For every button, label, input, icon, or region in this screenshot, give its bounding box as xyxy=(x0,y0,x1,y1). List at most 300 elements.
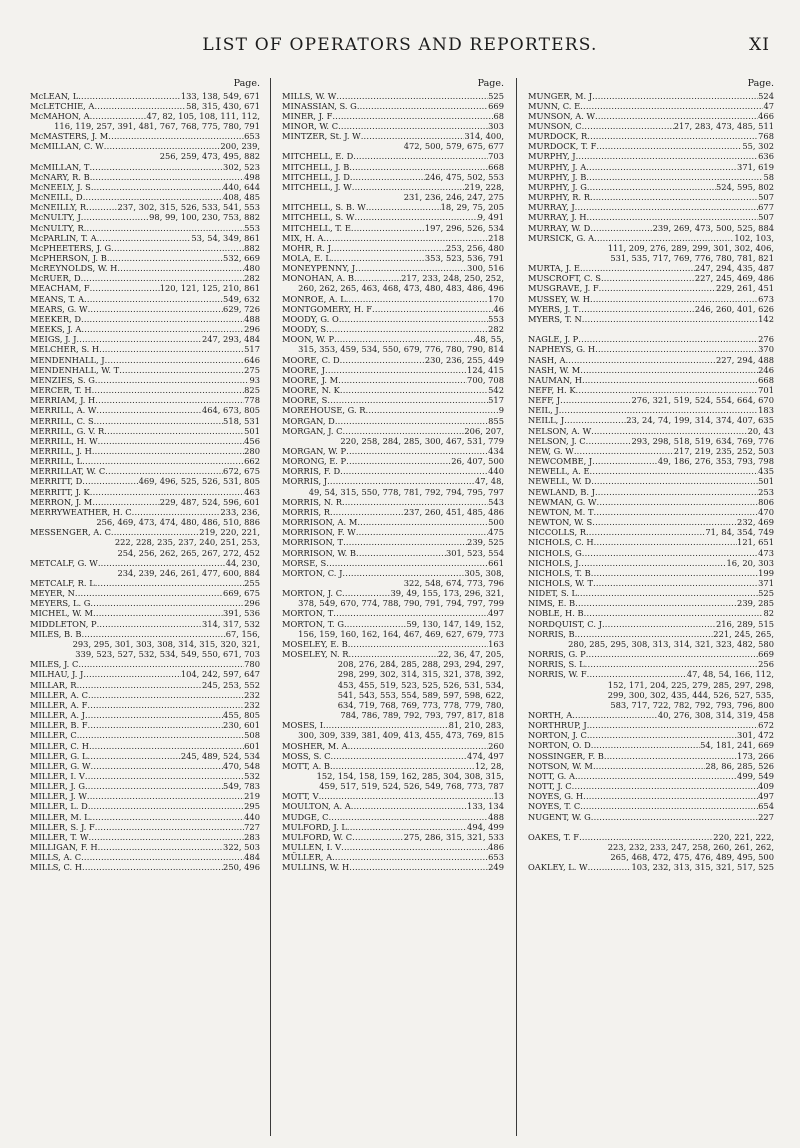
entry-name: MERRILL, A. W xyxy=(30,405,97,416)
index-entry-line xyxy=(282,852,504,862)
index-entry-line xyxy=(30,253,260,263)
entry-pages: 463 xyxy=(244,486,260,497)
entry-pages-continued: 541, 543, 553, 554, 589, 597, 598, 622, xyxy=(337,689,504,700)
dot-leader xyxy=(98,436,245,446)
index-entry xyxy=(528,436,774,446)
dot-leader xyxy=(91,761,224,771)
column-heading: Page. xyxy=(233,78,260,89)
entry-pages: 532 xyxy=(244,770,260,781)
index-entry xyxy=(30,558,260,578)
entry-name: MEYERS, L. G xyxy=(30,598,91,609)
entry-name: MILLER, S. J. F xyxy=(30,821,95,832)
entry-pages: 275, 286, 315, 321, 533 xyxy=(403,831,504,842)
dot-leader xyxy=(594,233,734,243)
entry-pages: 508 xyxy=(244,730,260,741)
dot-leader xyxy=(594,507,759,517)
dot-leader xyxy=(580,365,758,375)
entry-pages: 16, 20, 303 xyxy=(726,557,774,568)
entry-name: McPARLIN, T. A xyxy=(30,232,97,243)
entry-pages-continued: 222, 228, 235, 237, 240, 251, 253, xyxy=(114,537,260,548)
entry-pages: 488 xyxy=(488,811,504,822)
index-entry xyxy=(528,578,774,588)
index-entry-line xyxy=(30,487,260,497)
entry-name: MENDENHALL, J xyxy=(30,354,105,365)
index-entry-line xyxy=(30,720,260,730)
dot-leader xyxy=(576,385,759,395)
index-entry xyxy=(30,608,260,618)
dot-leader xyxy=(85,710,223,720)
index-entry xyxy=(282,527,504,537)
index-entry xyxy=(282,324,504,334)
index-entry-line xyxy=(30,862,260,872)
index-entry-line xyxy=(282,212,504,222)
entry-name: MERRON, J. M xyxy=(30,496,93,507)
index-entry xyxy=(30,375,260,385)
entry-pages: 239, 269, 473, 500, 525, 884 xyxy=(652,222,774,233)
entry-name: MEEKS, J. A xyxy=(30,324,82,335)
index-entry xyxy=(30,578,260,588)
dot-leader xyxy=(81,324,244,334)
entry-pages: 525 xyxy=(758,588,774,599)
entry-pages: 700, 708 xyxy=(467,374,504,385)
entry-pages: 301, 523, 554 xyxy=(445,547,504,558)
entry-pages: 102, 103, xyxy=(734,232,774,243)
entry-name: NORTON, O. D xyxy=(528,740,591,751)
index-entry xyxy=(528,111,774,121)
index-entry-line xyxy=(282,497,504,507)
index-entry xyxy=(30,192,260,202)
dot-leader xyxy=(602,619,716,629)
index-entry xyxy=(30,324,260,334)
entry-name: NEWELL, W. D xyxy=(528,476,592,487)
index-entry-line xyxy=(282,537,504,547)
index-entry-line xyxy=(30,812,260,822)
entry-pages: 237, 260, 451, 485, 486 xyxy=(403,506,504,517)
index-entry-line xyxy=(528,578,774,588)
dot-leader xyxy=(132,507,221,517)
index-entry xyxy=(282,537,504,547)
index-entry xyxy=(282,608,504,618)
dot-leader xyxy=(591,812,758,822)
index-entry xyxy=(30,416,260,426)
index-entry-line xyxy=(528,812,774,822)
entry-name: MUNSON, A. W xyxy=(528,110,596,121)
entry-name: MINOR, W. C xyxy=(282,120,339,131)
index-entry xyxy=(30,741,260,751)
dot-leader xyxy=(95,822,244,832)
index-entry xyxy=(528,151,774,161)
entry-name: NORTHRUP, J xyxy=(528,720,587,731)
entry-pages: 81, 210, 283, xyxy=(448,720,504,731)
index-entry-line xyxy=(282,741,504,751)
entry-pages-continued: 254, 256, 262, 265, 267, 272, 452 xyxy=(117,547,260,558)
entry-name: MURPHY, J xyxy=(528,151,576,162)
dot-leader xyxy=(352,182,465,192)
index-entry-line xyxy=(282,253,504,263)
index-entry-line xyxy=(528,548,774,558)
index-entry xyxy=(528,283,774,293)
entry-pages-continued: 298, 299, 302, 314, 315, 321, 378, 392, xyxy=(337,669,504,680)
entry-name: McPHERSON, J. B xyxy=(30,253,107,263)
index-entry-line xyxy=(282,375,504,385)
index-entry xyxy=(528,781,774,791)
entry-name: MORGAN, W. P xyxy=(282,445,347,456)
dot-leader xyxy=(366,405,499,415)
index-entry xyxy=(30,344,260,354)
entry-name: MOTT, A. B xyxy=(282,760,330,771)
index-entry xyxy=(528,720,774,730)
entry-pages: 475 xyxy=(488,527,504,538)
entry-pages: 672, 675 xyxy=(223,466,260,477)
index-entry xyxy=(528,344,774,354)
dot-leader xyxy=(582,548,758,558)
entry-name: MESSENGER, A. C xyxy=(30,527,111,538)
entry-name: NOYES, T. C xyxy=(528,801,581,812)
index-entry-line xyxy=(30,131,260,141)
entry-pages: 28, 86, 285, 526 xyxy=(705,760,774,771)
entry-name: NORRIS, B xyxy=(528,628,575,639)
entry-name: NEILL, J xyxy=(528,415,565,426)
entry-pages-continued: 634, 719, 768, 769, 773, 778, 779, 780, xyxy=(337,699,504,710)
entry-name: MILLER, T. W xyxy=(30,831,89,842)
index-entry xyxy=(528,710,774,720)
index-entry-line xyxy=(528,304,774,314)
index-entry xyxy=(282,801,504,811)
index-entry xyxy=(30,223,260,233)
entry-name: McLETCHIE, A xyxy=(30,100,95,111)
index-entry xyxy=(30,131,260,141)
entry-name: NELSON, J. C xyxy=(528,435,586,446)
entry-pages-continued: 453, 455, 519, 523, 525, 526, 531, 534, xyxy=(337,679,504,690)
index-entry-line xyxy=(30,263,260,273)
entry-pages: 305, 308, xyxy=(464,567,504,578)
entry-pages: 219, 228, xyxy=(464,181,504,192)
index-entry-line xyxy=(30,182,260,192)
entry-pages: 206, 207, xyxy=(464,425,504,436)
dot-leader xyxy=(342,497,488,507)
entry-name: MOLA, E. L xyxy=(282,253,331,263)
dot-leader xyxy=(90,812,245,822)
entry-pages: 49, 186, 276, 353, 793, 798 xyxy=(657,456,774,467)
dot-leader xyxy=(77,730,244,740)
index-entry-line xyxy=(30,842,260,852)
entry-name: MITCHELL, J. W xyxy=(282,181,352,192)
entry-name: MILLER, C. H xyxy=(30,740,89,751)
dot-leader xyxy=(75,588,223,598)
dot-leader xyxy=(325,365,467,375)
entry-pages: 18, 29, 75, 205 xyxy=(440,202,504,213)
index-entry xyxy=(282,558,504,568)
entry-name: NORRIS, S. L xyxy=(528,659,585,670)
index-entry-line xyxy=(528,476,774,486)
entry-name: NOYES, G. H xyxy=(528,791,584,802)
column-divider xyxy=(270,78,271,1136)
dot-leader xyxy=(331,243,446,253)
entry-name: MEARS, G. W xyxy=(30,303,88,314)
dot-leader xyxy=(330,507,404,517)
entry-pages: 232 xyxy=(244,699,260,710)
index-entry xyxy=(282,334,504,354)
entry-name: MILLS, C. H xyxy=(30,862,83,873)
index-entry xyxy=(282,639,504,649)
entry-pages: 58, 315, 430, 671 xyxy=(186,100,260,111)
index-entry-line xyxy=(528,619,774,629)
entry-name: McMILLAN, T xyxy=(30,161,90,172)
entry-name: MURRAY, W. D xyxy=(528,222,591,233)
entry-name: MUSSEY, W. H xyxy=(528,293,591,304)
index-entry-line xyxy=(30,730,260,740)
entry-pages: 435 xyxy=(758,466,774,477)
column-heading: Page. xyxy=(747,78,774,89)
index-entry xyxy=(528,568,774,578)
entry-pages: 120, 121, 125, 210, 861 xyxy=(159,283,260,294)
page-number: XI xyxy=(749,35,770,55)
entry-name: MERRITT, D xyxy=(30,476,83,487)
entry-pages: 232, 469 xyxy=(737,517,774,528)
entry-name: MUNSON, C xyxy=(528,120,582,131)
dot-leader xyxy=(604,751,737,761)
dot-leader xyxy=(346,446,488,456)
entry-pages: 142 xyxy=(758,313,774,324)
index-entry xyxy=(30,355,260,365)
entry-pages: 661 xyxy=(488,557,504,568)
entry-name: MILLAR, R xyxy=(30,679,77,690)
entry-pages: 53, 54, 349, 861 xyxy=(191,232,260,243)
entry-name: MICHEL, W. M xyxy=(30,608,94,619)
entry-pages: 542 xyxy=(488,385,504,396)
dot-leader xyxy=(350,172,425,182)
entry-name: MONTGOMERY, H. F xyxy=(282,303,373,314)
index-entry-line xyxy=(282,172,504,182)
dot-leader xyxy=(85,771,244,781)
index-entry-line xyxy=(282,548,504,558)
entry-name: MORGAN, J. C xyxy=(282,425,343,436)
entry-pages-continued: 208, 276, 284, 285, 288, 293, 294, 297, xyxy=(337,659,504,670)
index-entry xyxy=(30,233,260,243)
index-entry-line xyxy=(528,649,774,659)
entry-pages: 227 xyxy=(758,811,774,822)
dot-leader xyxy=(354,212,477,222)
entry-name: MOSELEY, E. B xyxy=(282,638,348,649)
dot-leader xyxy=(586,172,763,182)
column-heading: Page. xyxy=(477,78,504,89)
index-entry xyxy=(282,212,504,222)
index-entry xyxy=(30,751,260,761)
dot-leader xyxy=(84,223,244,233)
index-entry xyxy=(528,385,774,395)
index-entry-line xyxy=(30,497,260,507)
entry-pages: 314, 400, xyxy=(464,131,504,142)
entry-pages: 217, 283, 473, 485, 511 xyxy=(673,120,774,131)
entry-pages: 501 xyxy=(244,425,260,436)
entry-name: MORONG, E. P xyxy=(282,456,347,467)
entry-pages: 22, 36, 47, 205, xyxy=(438,649,504,660)
entry-pages: 253, 256, 480 xyxy=(445,242,504,253)
index-entry-line xyxy=(282,751,504,761)
index-entry xyxy=(30,426,260,436)
index-entry xyxy=(30,852,260,862)
entry-name: MERRIAM, J. H xyxy=(30,395,96,406)
index-entry xyxy=(30,263,260,273)
index-entry-line xyxy=(282,294,504,304)
entry-pages: 653 xyxy=(488,852,504,863)
index-entry-line xyxy=(528,294,774,304)
entry-pages: 301, 472 xyxy=(737,730,774,741)
entry-pages: 668 xyxy=(758,374,774,385)
entry-name: MORRISON, F. W xyxy=(282,527,356,538)
entry-pages: 23, 24, 74, 199, 314, 374, 407, 635 xyxy=(626,415,774,426)
dot-leader xyxy=(95,395,244,405)
index-entry-line xyxy=(282,527,504,537)
index-entry xyxy=(30,771,260,781)
entry-name: MORTON, J. C xyxy=(282,588,343,599)
entry-pages: 247, 294, 435, 487 xyxy=(694,263,774,274)
entry-pages: 532, 669 xyxy=(223,253,260,263)
entry-name: NASH, A xyxy=(528,354,566,365)
entry-name: MULFORD, W. C xyxy=(282,831,353,842)
entry-pages-continued: 256, 469, 473, 474, 480, 486, 510, 886 xyxy=(96,517,260,528)
index-entry xyxy=(528,212,774,222)
entry-pages-continued: 299, 300, 302, 435, 444, 526, 527, 535, xyxy=(607,689,774,700)
index-entry xyxy=(528,263,774,273)
index-entry xyxy=(528,334,774,344)
index-entry xyxy=(528,395,774,405)
dot-leader xyxy=(595,344,758,354)
entry-name: MERRILLAT, W. C xyxy=(30,466,106,477)
index-entry-line xyxy=(528,588,774,598)
entry-pages: 371 xyxy=(758,577,774,588)
index-entry xyxy=(282,476,504,496)
dot-leader xyxy=(582,121,674,131)
index-entry-line xyxy=(528,761,774,771)
dot-leader xyxy=(87,791,244,801)
index-entry-line xyxy=(528,720,774,730)
index-entry-line xyxy=(528,659,774,669)
index-entry-line xyxy=(30,578,260,588)
entry-name: MILLER, L. D xyxy=(30,801,88,812)
index-entry xyxy=(528,202,774,212)
dot-leader xyxy=(336,91,488,101)
index-entry-line xyxy=(528,537,774,547)
entry-name: MILLER, J. G xyxy=(30,781,85,792)
index-entry xyxy=(282,822,504,832)
index-entry-line xyxy=(528,598,774,608)
entry-pages: 391, 536 xyxy=(223,608,260,619)
entry-pages: 12, 28, xyxy=(474,760,504,771)
entry-pages: 543 xyxy=(488,496,504,507)
index-entry-line xyxy=(30,202,260,212)
index-entry xyxy=(30,669,260,679)
index-entry-line xyxy=(528,121,774,131)
index-entry-line xyxy=(30,334,260,344)
dot-leader xyxy=(88,720,224,730)
index-entry xyxy=(30,781,260,791)
dot-leader xyxy=(328,812,488,822)
dot-leader xyxy=(353,151,488,161)
entry-name: MURRAY, J xyxy=(528,202,575,213)
entry-pages: 524, 595, 802 xyxy=(715,181,774,192)
entry-pages: 473 xyxy=(758,547,774,558)
index-entry xyxy=(30,202,260,212)
index-entry xyxy=(282,151,504,161)
index-entry xyxy=(30,91,260,101)
index-entry-line xyxy=(528,202,774,212)
dot-leader xyxy=(601,273,695,283)
entry-pages-continued: 339, 523, 527, 532, 534, 549, 550, 671, 703 xyxy=(75,649,260,660)
index-entry xyxy=(30,334,260,344)
index-entry-line xyxy=(528,355,774,365)
entry-name: MOORE, S xyxy=(282,395,328,406)
entry-name: MOSELEY, N. R xyxy=(282,649,349,660)
dot-leader xyxy=(88,751,181,761)
entry-name: MURDOCK, R xyxy=(528,131,588,142)
entry-name: MILLER, G. L xyxy=(30,750,88,761)
index-entry-line xyxy=(528,730,774,740)
entry-pages: 250, 496 xyxy=(223,862,260,873)
dot-leader xyxy=(326,324,488,334)
index-entry-line xyxy=(30,243,260,253)
dot-leader xyxy=(94,101,186,111)
entry-pages: 245, 253, 552 xyxy=(201,679,260,690)
entry-pages: 302, 523 xyxy=(223,161,260,172)
entry-name: NASH, W. M xyxy=(528,364,581,375)
entry-pages-continued: 378, 549, 670, 774, 788, 790, 791, 794, 797, 799 xyxy=(298,598,504,609)
entry-name: MORGAN, D xyxy=(282,415,335,426)
index-entry-line xyxy=(30,294,260,304)
index-entry xyxy=(528,588,774,598)
index-entry-line xyxy=(30,822,260,832)
index-entry xyxy=(282,131,504,151)
index-entry xyxy=(528,791,774,801)
entry-pages-continued: 49, 54, 315, 550, 778, 781, 792, 794, 795, 797 xyxy=(308,486,504,497)
index-entry xyxy=(30,629,260,659)
dot-leader xyxy=(580,101,763,111)
index-entry-line xyxy=(282,91,504,101)
index-entry-line xyxy=(30,426,260,436)
entry-name: McNARY, R. B xyxy=(30,171,90,182)
index-entry-line xyxy=(30,324,260,334)
index-entry xyxy=(30,680,260,690)
dot-leader xyxy=(565,355,716,365)
entry-pages-continued: 322, 548, 674, 773, 796 xyxy=(403,578,504,588)
entry-name: NICHOLS, C. H xyxy=(528,537,594,548)
entry-pages: 282 xyxy=(488,324,504,335)
index-entry-line xyxy=(282,131,504,141)
dot-leader xyxy=(90,283,160,293)
dot-leader xyxy=(356,527,488,537)
index-entry xyxy=(528,476,774,486)
entry-pages: 253 xyxy=(758,486,774,497)
entry-pages: 239, 285 xyxy=(737,598,774,609)
dot-leader xyxy=(575,202,759,212)
index-entry-line xyxy=(282,842,504,852)
dot-leader xyxy=(591,426,747,436)
entry-pages: 673 xyxy=(758,293,774,304)
dot-leader xyxy=(582,314,758,324)
entry-pages: 494, 499 xyxy=(467,821,504,832)
entry-name: NEWLAND, B. J xyxy=(528,486,595,497)
index-entry-line xyxy=(282,801,504,811)
index-entry-line xyxy=(30,690,260,700)
index-column-3 xyxy=(528,78,774,873)
dot-leader xyxy=(349,649,438,659)
index-entry-line xyxy=(282,223,504,233)
index-entry-line xyxy=(282,233,504,243)
dot-leader xyxy=(87,700,244,710)
entry-name: MOORE, J. M xyxy=(282,374,339,385)
entry-pages: 293, 298, 518, 519, 634, 769, 776 xyxy=(631,435,774,446)
index-entry xyxy=(528,751,774,761)
